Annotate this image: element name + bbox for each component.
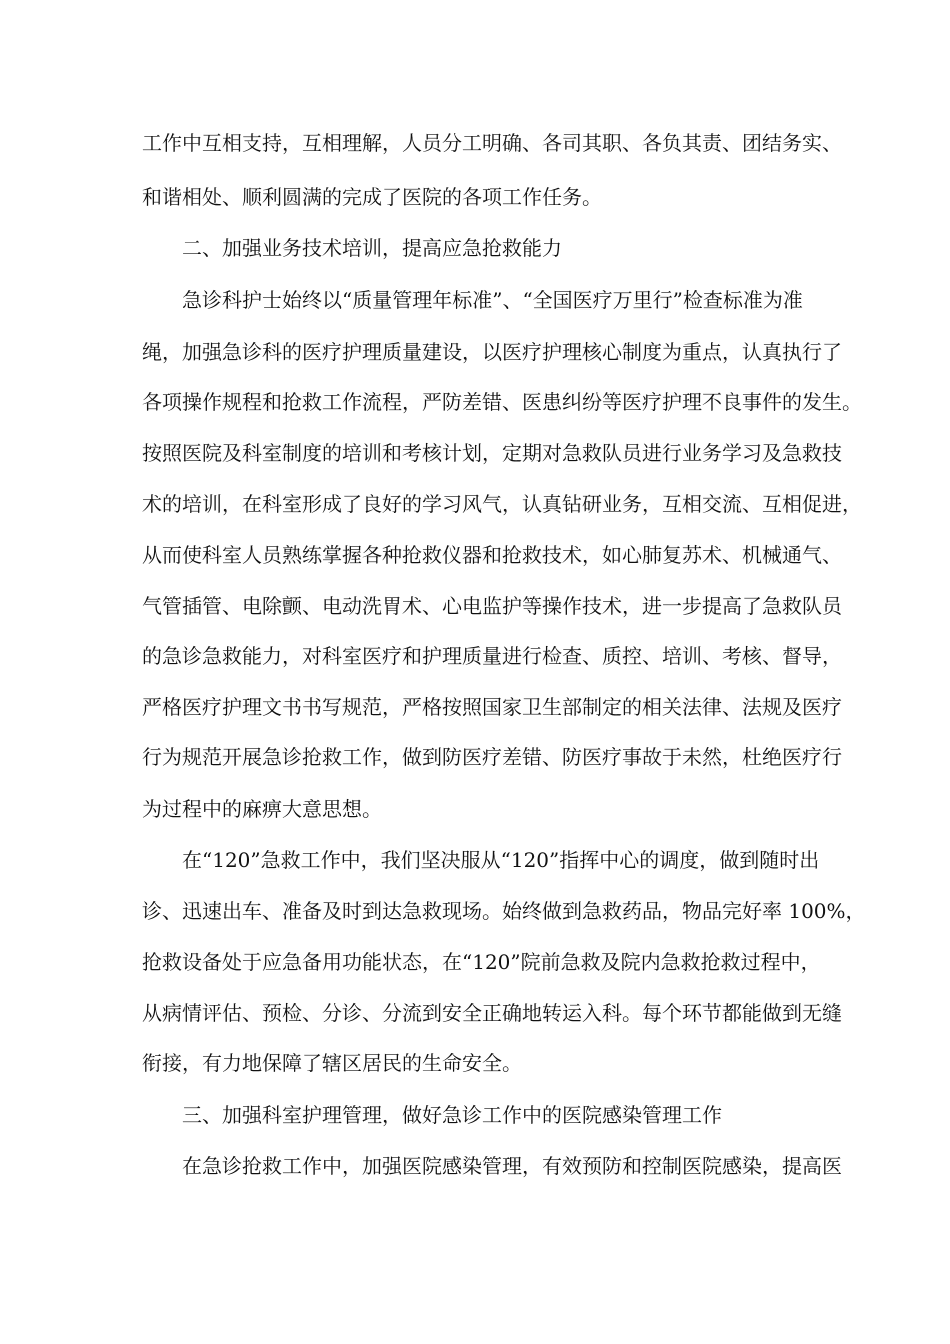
- text-line: 和谐相处、顺利圆满的完成了医院的各项工作任务。: [142, 185, 602, 209]
- text-line: 急诊科护士始终以“质量管理年标准”、“全国医疗万里行”检查标准为准: [182, 288, 803, 312]
- text-line: 在急诊抢救工作中，加强医院感染管理，有效预防和控制医院感染，提高医: [182, 1154, 842, 1178]
- text-line: 诊、迅速出车、准备及时到达急救现场。始终做到急救药品，物品完好率 100%，: [142, 899, 866, 923]
- text-line: 严格医疗护理文书书写规范，严格按照国家卫生部制定的相关法律、法规及医疗: [142, 695, 842, 719]
- text-line: 各项操作规程和抢救工作流程，严防差错、医患纠纷等医疗护理不良事件的发生。: [142, 390, 862, 414]
- text-line: 抢救设备处于应急备用功能状态，在“120”院前急救及院内急救抢救过程中，: [142, 950, 821, 974]
- text-line: 工作中互相支持，互相理解，人员分工明确、各司其职、各负其责、团结务实、: [142, 131, 842, 155]
- text-line: 从而使科室人员熟练掌握各种抢救仪器和抢救技术，如心肺复苏术、机械通气、: [142, 543, 842, 567]
- text-line: 衔接，有力地保障了辖区居民的生命安全。: [142, 1051, 522, 1075]
- text-line: 从病情评估、预检、分诊、分流到安全正确地转运入科。每个环节都能做到无缝: [142, 1001, 842, 1025]
- text-line: 绳，加强急诊科的医疗护理质量建设，以医疗护理核心制度为重点，认真执行了: [142, 340, 842, 364]
- text-line: 术的培训，在科室形成了良好的学习风气，认真钻研业务，互相交流、互相促进，: [142, 492, 862, 516]
- text-line: 为过程中的麻痹大意思想。: [142, 797, 382, 821]
- text-line: 行为规范开展急诊抢救工作，做到防医疗差错、防医疗事故于未然，杜绝医疗行: [142, 745, 842, 769]
- text-line: 气管插管、电除颤、电动洗胃术、心电监护等操作技术，进一步提高了急救队员: [142, 594, 842, 618]
- text-line: 的急诊急救能力，对科室医疗和护理质量进行检查、质控、培训、考核、督导，: [142, 644, 842, 668]
- section-heading: 二、加强业务技术培训，提高应急抢救能力: [182, 236, 562, 260]
- text-line: 在“120”急救工作中，我们坚决服从“120”指挥中心的调度，做到随时出: [182, 848, 820, 872]
- section-heading: 三、加强科室护理管理，做好急诊工作中的医院感染管理工作: [182, 1103, 722, 1127]
- text-line: 按照医院及科室制度的培训和考核计划，定期对急救队员进行业务学习及急救技: [142, 441, 842, 465]
